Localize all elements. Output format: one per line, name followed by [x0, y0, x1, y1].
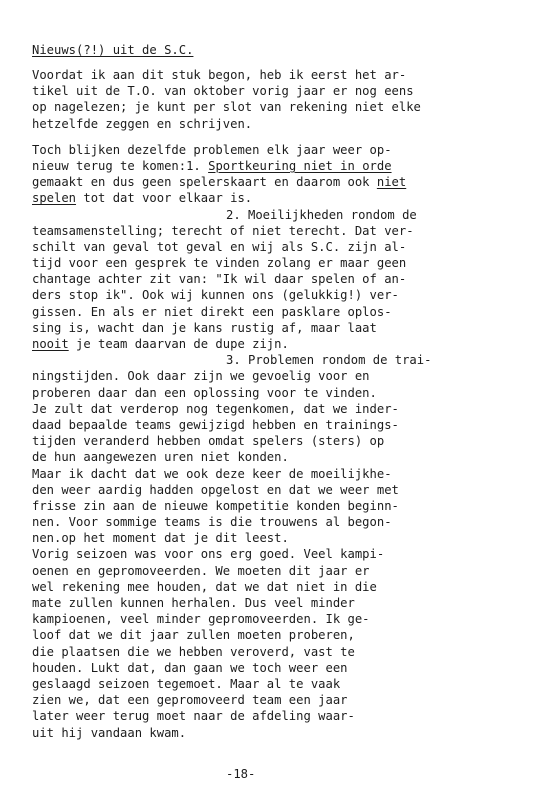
- text-line: houden. Lukt dat, dan gaan we toch weer een: [32, 660, 348, 675]
- text-line: ders stop ik". Ook wij kunnen ons (gelukkig!) ver-: [32, 288, 399, 303]
- paragraph-gap: [32, 132, 502, 142]
- page-number: -18-: [226, 767, 256, 781]
- underlined-text: Sportkeuring niet in orde: [208, 158, 392, 173]
- text-line: teamsamenstelling; terecht of niet terecht. Dat ver-: [32, 223, 414, 238]
- text-line: nen.op het moment dat je dit leest.: [32, 531, 289, 546]
- text-fragment: tot dat voor elkaar is.: [76, 191, 253, 206]
- article-body: [32, 67, 502, 741]
- text-line: chantage achter zit van: "Ik wil daar spelen of an-: [32, 272, 407, 287]
- text-line: 3. Problemen rondom de trai-: [226, 353, 432, 368]
- text-fragment: nieuw terug te komen:1.: [32, 158, 209, 173]
- text-line: gissen. En als er niet direkt een pasklare oplos-: [32, 304, 392, 319]
- text-line: 2. Moeilijkheden rondom de: [226, 207, 417, 222]
- text-line: den weer aardig hadden opgelost en dat we weer met: [32, 482, 399, 497]
- text-line: die plaatsen die we hebben veroverd, vast te: [32, 644, 355, 659]
- text-line: Maar ik dacht dat we ook deze keer de moeilijkhe-: [32, 466, 392, 481]
- text-line: ningstijden. Ook daar zijn we gevoelig voor en: [32, 369, 370, 384]
- text-line: tijden veranderd hebben omdat spelers (sters) op: [32, 434, 385, 449]
- text-line: de hun aangewezen uren niet konden.: [32, 450, 289, 465]
- text-line: schilt van geval tot geval en wij als S.C. zijn al-: [32, 239, 407, 254]
- text-fragment: gemaakt en dus geen spelerskaart en daarom ook: [32, 175, 377, 190]
- text-line: Voordat ik aan dit stuk begon, heb ik eerst het ar-: [32, 68, 407, 82]
- text-line: loof dat we dit jaar zullen moeten proberen,: [32, 628, 355, 643]
- text-fragment: je team daarvan de dupe zijn.: [68, 337, 289, 351]
- text-line: uit hij vandaan kwam.: [32, 725, 187, 740]
- text-line: [32, 174, 502, 190]
- text-line: tikel uit de T.O. van oktober vorig jaar er nog eens: [32, 84, 414, 99]
- text-line: frisse zin aan de nieuwe kompetitie konden beginn-: [32, 498, 399, 513]
- text-line: hetzelfde zeggen en schrijven.: [32, 116, 253, 131]
- article-title: Nieuws(?!) uit de S.C.: [32, 43, 194, 57]
- text-line: tijd voor een gesprek te vinden zolang er maar geen: [32, 256, 407, 271]
- text-line: Vorig seizoen was voor ons erg goed. Veel kampi-: [32, 547, 385, 562]
- text-line: sing is, wacht dan je kans rustig af, maar laat: [32, 320, 377, 335]
- text-line: kampioenen, veel minder gepromoveerden. Ik ge-: [32, 612, 370, 627]
- underlined-text: spelen: [32, 191, 77, 206]
- text-line: [32, 190, 502, 206]
- text-line: Toch blijken dezelfde problemen elk jaar weer op-: [32, 142, 392, 157]
- text-line: nen. Voor sommige teams is die trouwens al begon-: [32, 515, 392, 530]
- text-line: wel rekening mee houden, dat we dat niet in die: [32, 579, 377, 594]
- text-line: mate zullen kunnen herhalen. Dus veel minder: [32, 596, 355, 610]
- text-line: proberen daar dan een oplossing voor te vinden.: [32, 385, 377, 400]
- text-line: geslaagd seizoen tegemoet. Maar al te vaak: [32, 676, 341, 691]
- text-line: oenen en gepromoveerden. We moeten dit jaar er: [32, 563, 370, 578]
- text-line: zien we, dat een gepromoveerd team een jaar: [32, 693, 348, 708]
- text-line: op nagelezen; je kunt per slot van rekening niet elke: [32, 100, 421, 115]
- underlined-text: niet: [376, 175, 407, 190]
- text-line: [32, 158, 502, 174]
- text-line: daad bepaalde teams gewijzigd hebben en trainings-: [32, 417, 399, 432]
- text-line: Je zult dat verderop nog tegenkomen, dat we inder-: [32, 401, 399, 416]
- text-line: [32, 336, 502, 352]
- underlined-text: nooit: [32, 337, 69, 351]
- text-line: later weer terug moet naar de afdeling waar-: [32, 709, 355, 724]
